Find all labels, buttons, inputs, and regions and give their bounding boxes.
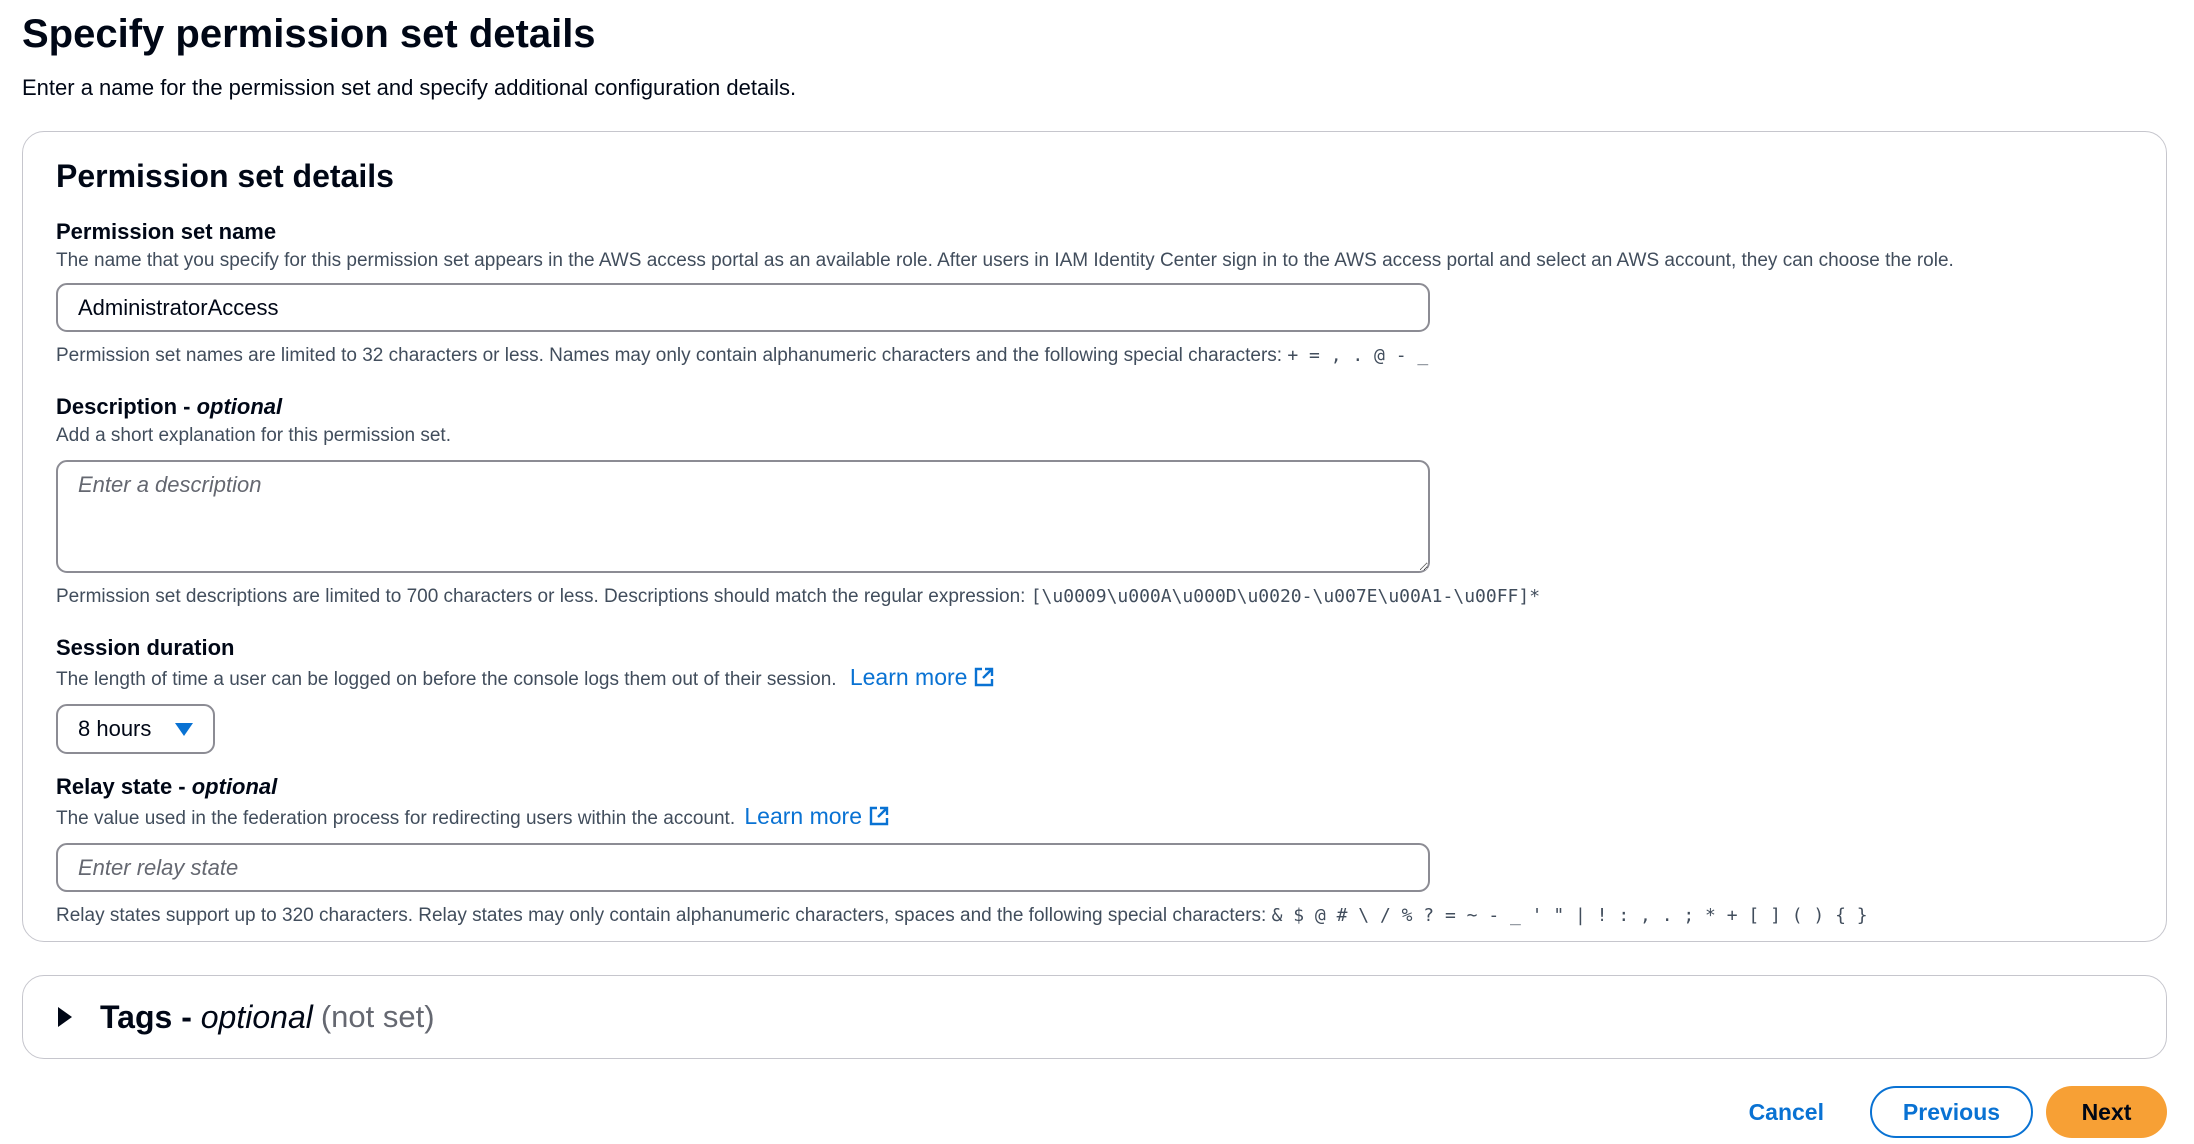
relay-state-description <box>56 802 2134 833</box>
caret-right-icon <box>58 1007 72 1027</box>
description-label-text: Description - <box>56 394 197 419</box>
session-duration-description-text: The length of time a user can be logged on before the console logs them out of their session. <box>56 669 837 690</box>
session-learn-more-text: Learn more <box>849 664 968 690</box>
page-description: Enter a name for the permission set and specify additional configuration details. <box>22 75 797 100</box>
relay-state-input[interactable] <box>56 843 1430 892</box>
tags-title-text: Tags - <box>100 998 201 1035</box>
description-textarea[interactable] <box>56 460 1430 573</box>
session-duration-description <box>56 663 2134 694</box>
session-duration-label: Session duration <box>56 635 235 660</box>
session-duration-select[interactable] <box>56 704 215 754</box>
description-optional: optional <box>196 394 283 419</box>
permission-set-name-description: The name that you specify for this permission set appears in the AWS access portal as an available role. After users in IAM Identity Center sign in to the AWS access portal and select an AWS account, they can choose the role. <box>56 250 1954 271</box>
permission-set-name-constraint <box>56 342 2134 370</box>
next-button[interactable]: Next <box>2046 1086 2167 1138</box>
relay-constraint-chars: & $ @ # \ / % ? = ~ - _ ' " | ! : , . ; * + [ ] ( ) { } <box>1271 905 1868 926</box>
session-duration-value: 8 hours <box>78 716 152 741</box>
relay-state-optional: optional <box>191 774 278 799</box>
permission-set-details-panel <box>22 131 2167 942</box>
description-field <box>56 392 2134 611</box>
external-link-icon <box>973 666 995 694</box>
name-constraint-chars: + = , . @ - _ <box>1287 345 1429 366</box>
tags-optional: optional <box>200 998 313 1035</box>
description-label <box>56 392 2134 422</box>
relay-constraint-text: Relay states support up to 320 characters. Relay states may only contain alphanumeric characters, spaces and the following special characters: <box>56 905 1267 926</box>
external-link-icon <box>868 805 890 833</box>
relay-state-description-text: The value used in the federation process for redirecting users within the account. <box>56 808 736 829</box>
relay-state-label <box>56 772 2134 802</box>
section-title: Permission set details <box>56 158 394 194</box>
relay-learn-more-link[interactable] <box>744 803 890 829</box>
cancel-button[interactable]: Cancel <box>1725 1086 1848 1138</box>
permission-set-name-field <box>56 217 2134 370</box>
tags-expandable-section[interactable] <box>22 975 2167 1059</box>
session-duration-field <box>56 633 2134 754</box>
permission-set-name-input[interactable] <box>56 283 1430 332</box>
tags-status: (not set) <box>320 999 435 1034</box>
name-constraint-text: Permission set names are limited to 32 characters or less. Names may only contain alphanumeric characters and the following special characters: <box>56 345 1283 366</box>
description-constraint-regex: [\u0009\u000A\u000D\u0020-\u007E\u00A1-\u00FF]* <box>1030 586 1541 607</box>
permission-set-name-label: Permission set name <box>56 219 277 244</box>
tags-title <box>100 999 313 1036</box>
description-help: Add a short explanation for this permission set. <box>56 425 451 446</box>
form-actions <box>1725 1086 2167 1138</box>
description-constraint <box>56 583 2134 611</box>
description-constraint-text: Permission set descriptions are limited to 700 characters or less. Descriptions should match the regular expression: <box>56 586 1026 607</box>
relay-state-field <box>56 772 2134 930</box>
relay-learn-more-text: Learn more <box>744 803 863 829</box>
session-learn-more-link[interactable] <box>850 664 996 690</box>
caret-down-icon <box>175 723 193 736</box>
previous-button[interactable]: Previous <box>1870 1086 2033 1138</box>
relay-state-label-text: Relay state - <box>56 774 192 799</box>
page-title: Specify permission set details <box>22 12 596 56</box>
relay-state-constraint <box>56 902 2134 930</box>
